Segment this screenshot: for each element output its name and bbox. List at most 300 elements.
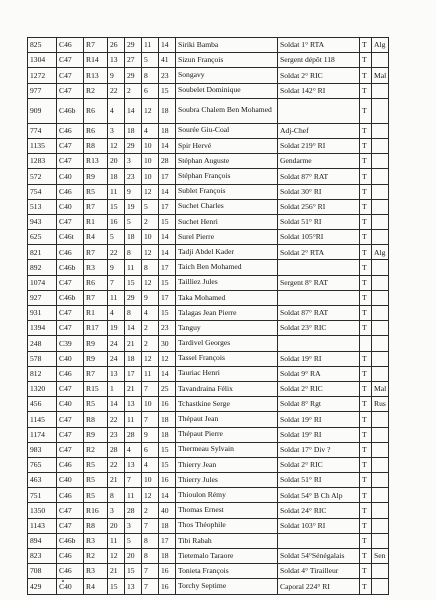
col-d-cell: 16: [159, 397, 176, 412]
register-cell: R7: [84, 245, 108, 260]
col-a-cell: 24: [108, 351, 125, 366]
t-mark-cell: T: [360, 518, 372, 533]
origin-cell: [372, 260, 389, 275]
origin-cell: [372, 230, 389, 245]
name-cell: Thomas Ernest: [176, 503, 278, 518]
origin-cell: [372, 488, 389, 503]
col-a-cell: 11: [108, 533, 125, 548]
class-code-cell: C46: [57, 564, 84, 579]
t-mark-cell: T: [360, 230, 372, 245]
class-code-cell: C46: [57, 457, 84, 472]
origin-cell: [372, 98, 389, 123]
rank-unit-cell: Soldat 51° RI: [278, 473, 360, 488]
col-d-cell: 14: [159, 38, 176, 53]
col-c-cell: 12: [142, 245, 159, 260]
col-a-cell: 22: [108, 245, 125, 260]
record-number-cell: 821: [28, 245, 57, 260]
class-code-cell: C46: [57, 549, 84, 564]
table-row: [28, 123, 389, 138]
t-mark-cell: T: [360, 214, 372, 229]
register-cell: R2: [84, 549, 108, 564]
origin-cell: [372, 199, 389, 214]
name-cell: Tchastkine Serge: [176, 397, 278, 412]
col-d-cell: 14: [159, 230, 176, 245]
t-mark-cell: T: [360, 473, 372, 488]
register-cell: R9: [84, 427, 108, 442]
col-d-cell: 30: [159, 336, 176, 351]
col-d-cell: 15: [159, 83, 176, 98]
rank-unit-cell: Soldat 1° RTA: [278, 38, 360, 53]
class-code-cell: C46t: [57, 230, 84, 245]
t-mark-cell: T: [360, 427, 372, 442]
t-mark-cell: T: [360, 83, 372, 98]
col-d-cell: 17: [159, 533, 176, 548]
record-number-cell: 248: [28, 336, 57, 351]
col-c-cell: 7: [142, 412, 159, 427]
name-cell: Songavy: [176, 68, 278, 83]
origin-cell: [372, 336, 389, 351]
register-cell: R16: [84, 503, 108, 518]
col-b-cell: 11: [125, 488, 142, 503]
register-cell: R9: [84, 351, 108, 366]
col-a-cell: 5: [108, 230, 125, 245]
record-number-cell: 1145: [28, 412, 57, 427]
t-mark-cell: T: [360, 123, 372, 138]
register-cell: R6: [84, 98, 108, 123]
origin-cell: [372, 473, 389, 488]
record-number-cell: 429: [28, 579, 57, 594]
col-a-cell: 14: [108, 397, 125, 412]
name-cell: Thioulon Rémy: [176, 488, 278, 503]
t-mark-cell: T: [360, 154, 372, 169]
name-cell: Taich Ben Mohamed: [176, 260, 278, 275]
col-c-cell: 12: [142, 184, 159, 199]
record-number-cell: 751: [28, 488, 57, 503]
col-c-cell: 10: [142, 397, 159, 412]
t-mark-cell: T: [360, 306, 372, 321]
origin-cell: [372, 83, 389, 98]
col-a-cell: 16: [108, 214, 125, 229]
col-b-cell: 29: [125, 290, 142, 305]
name-cell: Suchet Charles: [176, 199, 278, 214]
table-row: [28, 260, 389, 275]
name-cell: Thierry Jules: [176, 473, 278, 488]
col-a-cell: 9: [108, 260, 125, 275]
name-cell: Tonieta François: [176, 564, 278, 579]
col-a-cell: 4: [108, 98, 125, 123]
record-number-cell: 1143: [28, 518, 57, 533]
register-cell: R6: [84, 123, 108, 138]
col-c-cell: 11: [142, 38, 159, 53]
rank-unit-cell: Soldat 2° RIC: [278, 68, 360, 83]
rank-unit-cell: Sergent 8° RAT: [278, 275, 360, 290]
record-number-cell: 931: [28, 306, 57, 321]
t-mark-cell: T: [360, 199, 372, 214]
table-row: [28, 184, 389, 199]
class-code-cell: C47: [57, 53, 84, 68]
origin-cell: [372, 275, 389, 290]
record-number-cell: 578: [28, 351, 57, 366]
col-b-cell: 23: [125, 169, 142, 184]
table-row: [28, 214, 389, 229]
col-a-cell: 18: [108, 169, 125, 184]
name-cell: Tauriac Henri: [176, 366, 278, 381]
name-cell: Soubra Chalem Ben Mohamed: [176, 98, 278, 123]
col-a-cell: 11: [108, 290, 125, 305]
col-d-cell: 18: [159, 518, 176, 533]
col-c-cell: 8: [142, 68, 159, 83]
name-cell: Tavandraina Félix: [176, 381, 278, 396]
col-d-cell: 16: [159, 564, 176, 579]
col-c-cell: 10: [142, 230, 159, 245]
class-code-cell: C47: [57, 412, 84, 427]
col-a-cell: 21: [108, 473, 125, 488]
col-c-cell: 11: [142, 366, 159, 381]
origin-cell: Alg: [372, 38, 389, 53]
origin-cell: [372, 169, 389, 184]
rank-unit-cell: Soldat 2° RIC: [278, 457, 360, 472]
t-mark-cell: T: [360, 533, 372, 548]
col-b-cell: 28: [125, 427, 142, 442]
register-cell: R4: [84, 230, 108, 245]
table-row: [28, 397, 389, 412]
register-cell: R2: [84, 442, 108, 457]
col-d-cell: 15: [159, 442, 176, 457]
class-code-cell: C47: [57, 214, 84, 229]
class-code-cell: C46b: [57, 533, 84, 548]
origin-cell: [372, 321, 389, 336]
col-b-cell: 7: [125, 473, 142, 488]
table-row: [28, 53, 389, 68]
col-c-cell: 2: [142, 321, 159, 336]
col-d-cell: 15: [159, 457, 176, 472]
col-b-cell: 11: [125, 412, 142, 427]
rank-unit-cell: Soldat 103° RI: [278, 518, 360, 533]
class-code-cell: C47: [57, 275, 84, 290]
register-cell: R5: [84, 488, 108, 503]
class-code-cell: C46b: [57, 290, 84, 305]
rank-unit-cell: Soldat 256° RI: [278, 199, 360, 214]
col-c-cell: 12: [142, 488, 159, 503]
origin-cell: [372, 503, 389, 518]
name-cell: Sublet François: [176, 184, 278, 199]
col-a-cell: 22: [108, 83, 125, 98]
rank-unit-cell: Adj-Chef: [278, 123, 360, 138]
col-d-cell: 17: [159, 260, 176, 275]
rank-unit-cell: Soldat 8° Rgt: [278, 397, 360, 412]
col-d-cell: 28: [159, 154, 176, 169]
col-a-cell: 22: [108, 457, 125, 472]
col-c-cell: 5: [142, 53, 159, 68]
t-mark-cell: T: [360, 457, 372, 472]
origin-cell: [372, 53, 389, 68]
origin-cell: Sen: [372, 549, 389, 564]
t-mark-cell: T: [360, 351, 372, 366]
col-b-cell: 11: [125, 260, 142, 275]
class-code-cell: C47: [57, 83, 84, 98]
rank-unit-cell: [278, 336, 360, 351]
col-b-cell: 4: [125, 442, 142, 457]
table-row: [28, 579, 389, 594]
name-cell: Stéphan Auguste: [176, 154, 278, 169]
col-d-cell: 16: [159, 579, 176, 594]
register-cell: R8: [84, 518, 108, 533]
col-d-cell: 15: [159, 275, 176, 290]
t-mark-cell: T: [360, 68, 372, 83]
class-code-cell: C47: [57, 154, 84, 169]
t-mark-cell: T: [360, 290, 372, 305]
col-a-cell: 8: [108, 488, 125, 503]
t-mark-cell: T: [360, 366, 372, 381]
col-a-cell: 20: [108, 154, 125, 169]
name-cell: Sourée Giu-Coal: [176, 123, 278, 138]
register-cell: R13: [84, 154, 108, 169]
table-row: [28, 381, 389, 396]
col-b-cell: 2: [125, 83, 142, 98]
record-number-cell: 572: [28, 169, 57, 184]
record-number-cell: 909: [28, 98, 57, 123]
register-cell: R7: [84, 290, 108, 305]
name-cell: Talagas Jean Pierre: [176, 306, 278, 321]
t-mark-cell: T: [360, 245, 372, 260]
col-c-cell: 7: [142, 518, 159, 533]
register-cell: R7: [84, 366, 108, 381]
col-c-cell: 6: [142, 442, 159, 457]
col-a-cell: 13: [108, 53, 125, 68]
col-d-cell: 14: [159, 184, 176, 199]
col-c-cell: 4: [142, 306, 159, 321]
t-mark-cell: [360, 336, 372, 351]
origin-cell: [372, 290, 389, 305]
col-b-cell: 13: [125, 457, 142, 472]
table-row: [28, 442, 389, 457]
col-c-cell: 7: [142, 381, 159, 396]
col-c-cell: 10: [142, 138, 159, 153]
t-mark-cell: T: [360, 275, 372, 290]
table-row: [28, 83, 389, 98]
col-c-cell: 8: [142, 260, 159, 275]
name-cell: Soubelet Dominique: [176, 83, 278, 98]
col-b-cell: 20: [125, 549, 142, 564]
col-b-cell: 5: [125, 533, 142, 548]
record-number-cell: 943: [28, 214, 57, 229]
col-a-cell: 1: [108, 381, 125, 396]
rank-unit-cell: Soldat 142° RI: [278, 83, 360, 98]
t-mark-cell: T: [360, 38, 372, 53]
class-code-cell: C47: [57, 442, 84, 457]
col-a-cell: 21: [108, 564, 125, 579]
col-c-cell: 4: [142, 457, 159, 472]
record-number-cell: 456: [28, 397, 57, 412]
table-row: [28, 473, 389, 488]
name-cell: Tietemalo Taraore: [176, 549, 278, 564]
class-code-cell: C46: [57, 366, 84, 381]
col-a-cell: 15: [108, 579, 125, 594]
col-d-cell: 41: [159, 53, 176, 68]
origin-cell: Mal: [372, 68, 389, 83]
class-code-cell: C46: [57, 38, 84, 53]
col-c-cell: 9: [142, 290, 159, 305]
col-d-cell: 25: [159, 381, 176, 396]
class-code-cell: C40: [57, 579, 84, 594]
col-b-cell: 19: [125, 199, 142, 214]
register-cell: R8: [84, 412, 108, 427]
origin-cell: [372, 351, 389, 366]
col-d-cell: 14: [159, 138, 176, 153]
register-cell: R1: [84, 306, 108, 321]
class-code-cell: C47: [57, 321, 84, 336]
col-b-cell: 14: [125, 98, 142, 123]
col-a-cell: 3: [108, 503, 125, 518]
register-cell: R5: [84, 457, 108, 472]
register-cell: R17: [84, 321, 108, 336]
rank-unit-cell: Soldat 2° RTA: [278, 245, 360, 260]
col-b-cell: 3: [125, 154, 142, 169]
col-c-cell: 12: [142, 275, 159, 290]
rank-unit-cell: Soldat 87° RAT: [278, 169, 360, 184]
register-cell: R15: [84, 381, 108, 396]
col-d-cell: 15: [159, 306, 176, 321]
col-d-cell: 16: [159, 473, 176, 488]
col-b-cell: 15: [125, 275, 142, 290]
origin-cell: [372, 184, 389, 199]
record-number-cell: 977: [28, 83, 57, 98]
t-mark-cell: T: [360, 260, 372, 275]
col-a-cell: 19: [108, 321, 125, 336]
name-cell: Tadji Abdel Kader: [176, 245, 278, 260]
record-number-cell: 892: [28, 260, 57, 275]
class-code-cell: C47: [57, 306, 84, 321]
origin-cell: [372, 154, 389, 169]
roster-table: [27, 37, 389, 595]
col-b-cell: 29: [125, 138, 142, 153]
col-b-cell: 29: [125, 68, 142, 83]
table-row: [28, 564, 389, 579]
record-number-cell: 1283: [28, 154, 57, 169]
col-d-cell: 23: [159, 321, 176, 336]
class-code-cell: C46: [57, 123, 84, 138]
register-cell: R5: [84, 397, 108, 412]
class-code-cell: C47: [57, 381, 84, 396]
name-cell: Tanguy: [176, 321, 278, 336]
rank-unit-cell: Soldat 19° RI: [278, 412, 360, 427]
t-mark-cell: T: [360, 488, 372, 503]
col-b-cell: 9: [125, 184, 142, 199]
col-b-cell: 3: [125, 518, 142, 533]
table-row: [28, 518, 389, 533]
col-a-cell: 11: [108, 184, 125, 199]
table-row: [28, 321, 389, 336]
origin-cell: Rus: [372, 397, 389, 412]
register-cell: R1: [84, 214, 108, 229]
class-code-cell: C46: [57, 488, 84, 503]
t-mark-cell: T: [360, 138, 372, 153]
col-d-cell: 14: [159, 245, 176, 260]
col-c-cell: 12: [142, 351, 159, 366]
record-number-cell: 1394: [28, 321, 57, 336]
name-cell: Thépaut Jean: [176, 412, 278, 427]
origin-cell: [372, 564, 389, 579]
register-cell: R3: [84, 260, 108, 275]
register-cell: R5: [84, 473, 108, 488]
col-c-cell: 12: [142, 98, 159, 123]
col-b-cell: 8: [125, 306, 142, 321]
table-row: [28, 366, 389, 381]
rank-unit-cell: Soldat 30° RI: [278, 184, 360, 199]
table-row: [28, 457, 389, 472]
table-row: [28, 154, 389, 169]
name-cell: Tibi Rabah: [176, 533, 278, 548]
col-d-cell: 14: [159, 488, 176, 503]
col-c-cell: 8: [142, 533, 159, 548]
col-b-cell: 5: [125, 214, 142, 229]
col-c-cell: 10: [142, 169, 159, 184]
col-b-cell: 18: [125, 230, 142, 245]
register-cell: R2: [84, 83, 108, 98]
name-cell: Taka Mohamed: [176, 290, 278, 305]
rank-unit-cell: Soldat 9° RA: [278, 366, 360, 381]
rank-unit-cell: Soldat 105°RI: [278, 230, 360, 245]
col-c-cell: 2: [142, 214, 159, 229]
register-cell: R3: [84, 533, 108, 548]
name-cell: Thos Théophile: [176, 518, 278, 533]
rank-unit-cell: Gendarme: [278, 154, 360, 169]
col-b-cell: 17: [125, 366, 142, 381]
rank-unit-cell: Soldat 51° RI: [278, 214, 360, 229]
rank-unit-cell: Soldat 23° RIC: [278, 321, 360, 336]
col-b-cell: 14: [125, 321, 142, 336]
rank-unit-cell: [278, 290, 360, 305]
table-row: [28, 245, 389, 260]
table-row: [28, 38, 389, 53]
col-d-cell: 17: [159, 290, 176, 305]
record-number-cell: 765: [28, 457, 57, 472]
table-row: [28, 549, 389, 564]
register-cell: R7: [84, 38, 108, 53]
class-code-cell: C40: [57, 169, 84, 184]
col-d-cell: 18: [159, 427, 176, 442]
register-cell: R3: [84, 564, 108, 579]
class-code-cell: C47: [57, 518, 84, 533]
origin-cell: [372, 518, 389, 533]
rank-unit-cell: Soldat 54°Sénégalais: [278, 549, 360, 564]
origin-cell: [372, 533, 389, 548]
origin-cell: [372, 579, 389, 594]
col-c-cell: 8: [142, 549, 159, 564]
name-cell: Torchy Septime: [176, 579, 278, 594]
rank-unit-cell: Soldat 19° RI: [278, 427, 360, 442]
origin-cell: [372, 366, 389, 381]
col-b-cell: 13: [125, 579, 142, 594]
col-c-cell: 6: [142, 83, 159, 98]
t-mark-cell: T: [360, 169, 372, 184]
register-cell: R7: [84, 199, 108, 214]
class-code-cell: C39: [57, 336, 84, 351]
col-b-cell: 15: [125, 564, 142, 579]
rank-unit-cell: Soldat 19° RI: [278, 351, 360, 366]
class-code-cell: C47: [57, 503, 84, 518]
record-number-cell: 812: [28, 366, 57, 381]
record-number-cell: 708: [28, 564, 57, 579]
record-number-cell: 894: [28, 533, 57, 548]
record-number-cell: 774: [28, 123, 57, 138]
col-c-cell: 2: [142, 503, 159, 518]
record-number-cell: 927: [28, 290, 57, 305]
table-row: [28, 503, 389, 518]
col-d-cell: 23: [159, 68, 176, 83]
name-cell: Tailliez Jules: [176, 275, 278, 290]
name-cell: Thierry Jean: [176, 457, 278, 472]
